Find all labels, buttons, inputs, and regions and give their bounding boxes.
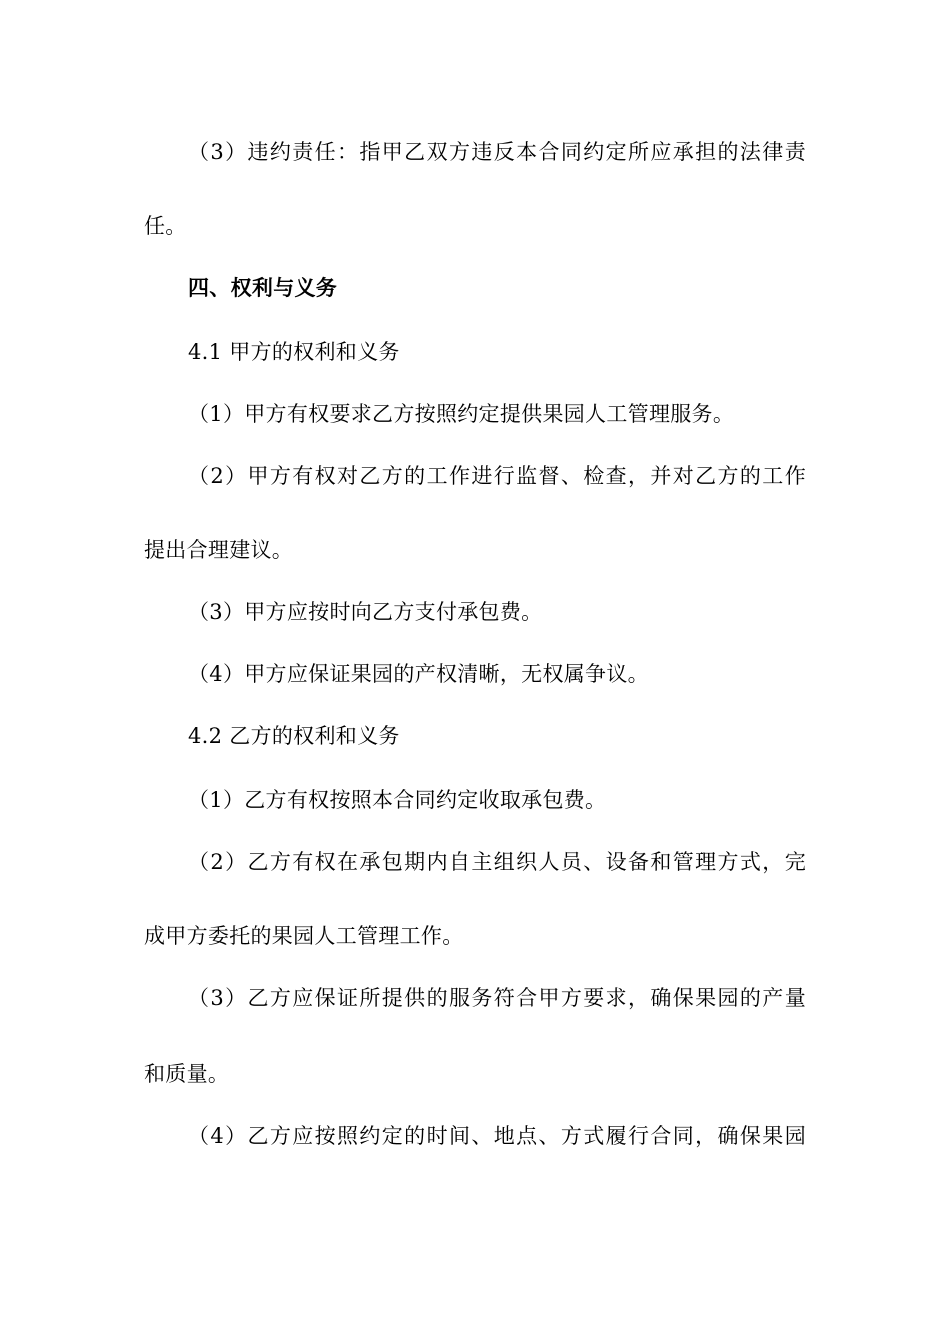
party-b-item-1: （1）乙方有权按照本合同约定收取承包费。 xyxy=(188,788,607,812)
party-b-item-2-cont: 成甲方委托的果园人工管理工作。 xyxy=(144,924,464,948)
party-a-item-2: （2）甲方有权对乙方的工作进行监督、检查，并对乙方的工作 xyxy=(188,464,806,488)
party-a-item-2-cont: 提出合理建议。 xyxy=(144,538,294,562)
party-b-item-3-cont: 和质量。 xyxy=(144,1062,230,1086)
subsection-heading-party-a: 4.1 甲方的权利和义务 xyxy=(188,340,400,364)
party-b-item-3: （3）乙方应保证所提供的服务符合甲方要求，确保果园的产量 xyxy=(188,986,806,1010)
paragraph-breach-liability: （3）违约责任：指甲乙双方违反本合同约定所应承担的法律责 xyxy=(188,140,806,164)
party-b-item-2: （2）乙方有权在承包期内自主组织人员、设备和管理方式，完 xyxy=(188,850,806,874)
subsection-heading-party-b: 4.2 乙方的权利和义务 xyxy=(188,724,400,748)
party-a-item-3: （3）甲方应按时向乙方支付承包费。 xyxy=(188,600,543,624)
party-a-item-1: （1）甲方有权要求乙方按照约定提供果园人工管理服务。 xyxy=(188,402,735,426)
party-b-item-4: （4）乙方应按照约定的时间、地点、方式履行合同，确保果园 xyxy=(188,1124,806,1148)
paragraph-breach-liability-cont: 任。 xyxy=(144,214,187,238)
section-heading-rights-obligations: 四、权利与义务 xyxy=(188,275,338,300)
party-a-item-4: （4）甲方应保证果园的产权清晰，无权属争议。 xyxy=(188,662,649,686)
